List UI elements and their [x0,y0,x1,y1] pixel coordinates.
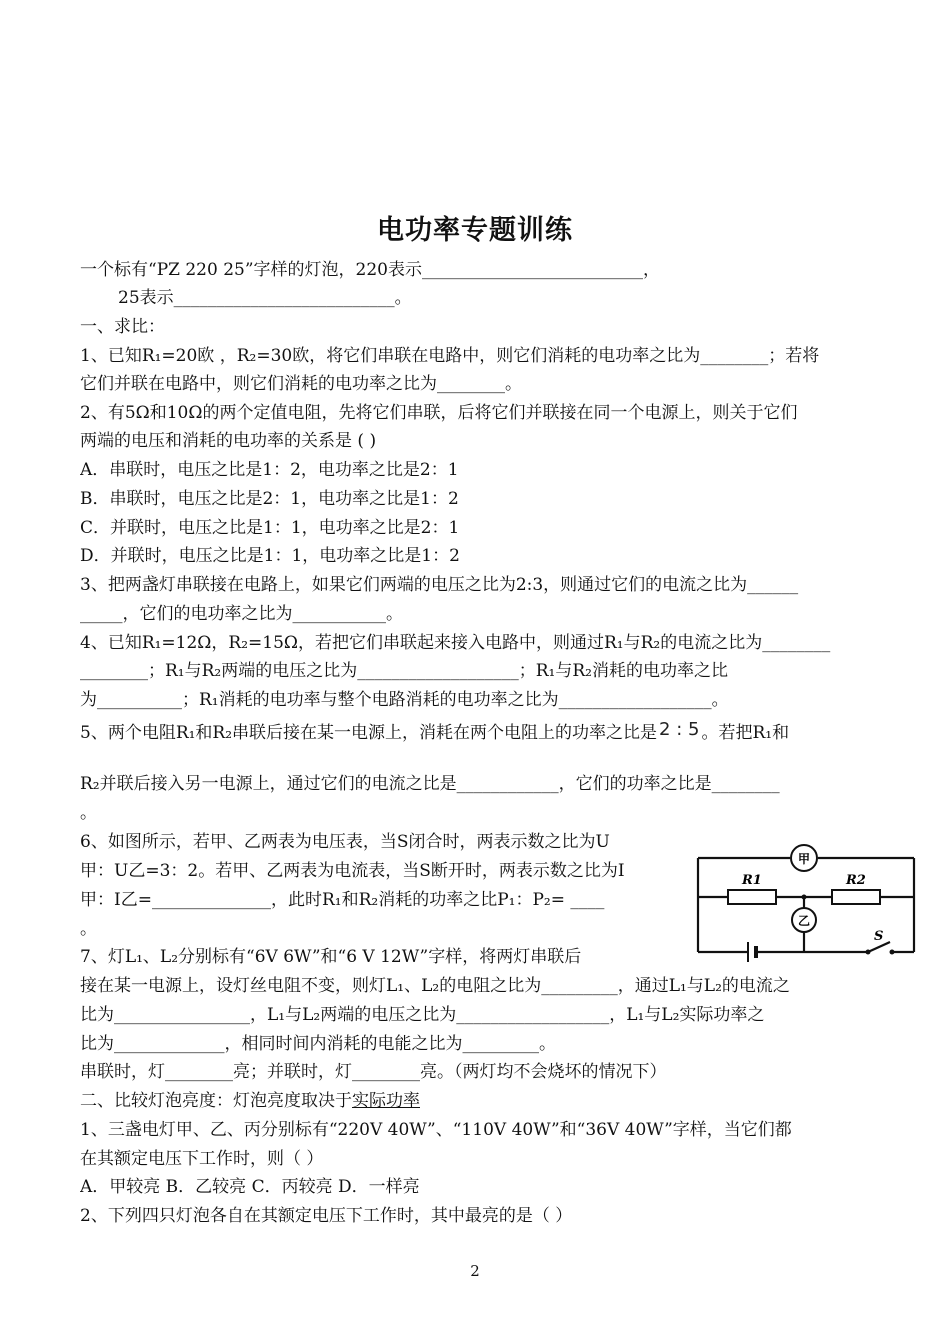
text-line: 一个标有“PZ 220 25”字样的灯泡，220表示__________________________， [80,260,660,280]
text-line: 比为_____________，相同时间内消耗的电能之比为_________。 [80,1034,556,1054]
text-line: 6、如图所示，若甲、乙两表为电压表，当S闭合时，两表示数之比为U [80,832,610,852]
text-line: 两端的电压和消耗的电功率的关系是 ( ) [80,431,377,451]
text-line: 1、三盏电灯甲、乙、丙分别标有“220V 40W”、“110V 40W”和“36V 40W”字样，当它们都 [80,1120,792,1140]
text-line: 比为________________，L₁与L₂两端的电压之比为__________________，L₁与L₂实际功率之 [80,1005,765,1025]
text-line: 甲：U乙=3：2。若甲、乙两表为电流表，当S断开时，两表示数之比为I [80,861,625,881]
ratio-image: 2 : 5 [659,722,700,740]
option-line: B．串联时，电压之比是2：1，电功率之比是1：2 [80,489,459,509]
switch-label: S [874,929,884,944]
text-line: 。 [80,803,97,823]
page-number: 2 [470,1262,480,1280]
underlined-term: 实际功率 [352,1091,420,1111]
option-line: C．并联时，电压之比是1：1，电功率之比是2：1 [80,518,460,538]
text-line: 7、灯L₁、L₂分别标有“6V 6W”和“6 V 12W”字样，将两灯串联后 [80,947,582,967]
section-heading: 一、求比： [80,317,165,337]
meter-jia-label: 甲 [797,852,811,866]
resistor-r2 [832,890,880,904]
section-heading [80,1090,872,1112]
text-span: 。若把R₁和 [701,723,790,743]
meter-yi-label: 乙 [797,914,811,928]
text-line: 接在某一电源上，设灯丝电阻不变，则灯L₁、L₂的电阻之比为_________，通过L₁与L₂的电流之 [80,976,790,996]
text-line: 甲：I乙=______________，此时R₁和R₂消耗的功率之比P₁：P₂= ____ [80,890,605,910]
text-line: 2、有5Ω和10Ω的两个定值电阻，先将它们串联，后将它们并联接在同一个电源上，则关于它们 [80,403,798,423]
battery-icon [748,942,756,962]
page-title: 电功率专题训练 [377,215,573,246]
option-line: A．串联时，电压之比是1：2，电功率之比是2：1 [80,460,459,480]
text-line: R₂并联后接入另一电源上，通过它们的电流之比是____________，它们的功率之比是________ [80,774,780,794]
circuit-diagram [692,842,920,972]
text-span: 5、两个电阻R₁和R₂串联后接在某一电源上，消耗在两个电阻上的功率之比是 [80,723,658,743]
resistor-r1 [728,890,776,904]
option-line: D．并联时，电压之比是1：1，电功率之比是1：2 [80,546,460,566]
text-line: 在其额定电压下工作时，则（ ） [80,1149,324,1169]
switch-icon [866,950,871,955]
text-line: 4、已知R₁=12Ω，R₂=15Ω，若把它们串联起来接入电路中，则通过R₁与R₂的电流之比为________ [80,633,831,653]
text-line: 1、已知R₁=20欧 ，R₂=30欧，将它们串联在电路中，则它们消耗的电功率之比为________；若将 [80,346,820,366]
text-line [80,722,872,744]
text-line: 25表示__________________________。 [118,288,412,308]
text-line: 3、把两盏灯串联接在电路上，如果它们两端的电压之比为2:3，则通过它们的电流之比为______ [80,575,799,595]
text-line: 。 [80,919,97,939]
r2-label: R2 [846,873,866,888]
text-line: 为__________；R₁消耗的电功率与整个电路消耗的电功率之比为__________________。 [80,690,729,710]
text-line: 串联时，灯________亮；并联时，灯________亮。（两灯均不会烧坏的情况下） [80,1062,667,1082]
text-line: 它们并联在电路中，则它们消耗的电功率之比为________。 [80,374,522,394]
option-line: A．甲较亮 B．乙较亮 C．丙较亮 D．一样亮 [80,1177,420,1197]
text-line: 2、下列四只灯泡各自在其额定电压下工作时，其中最亮的是（ ） [80,1206,573,1226]
text-line: _____，它们的电功率之比为___________。 [80,604,403,624]
r1-label: R1 [742,873,762,888]
text-span: 二、比较灯泡亮度：灯泡亮度取决于 [80,1091,352,1111]
text-line: ________；R₁与R₂两端的电压之比为___________________；R₁与R₂消耗的电功率之比 [80,661,728,681]
